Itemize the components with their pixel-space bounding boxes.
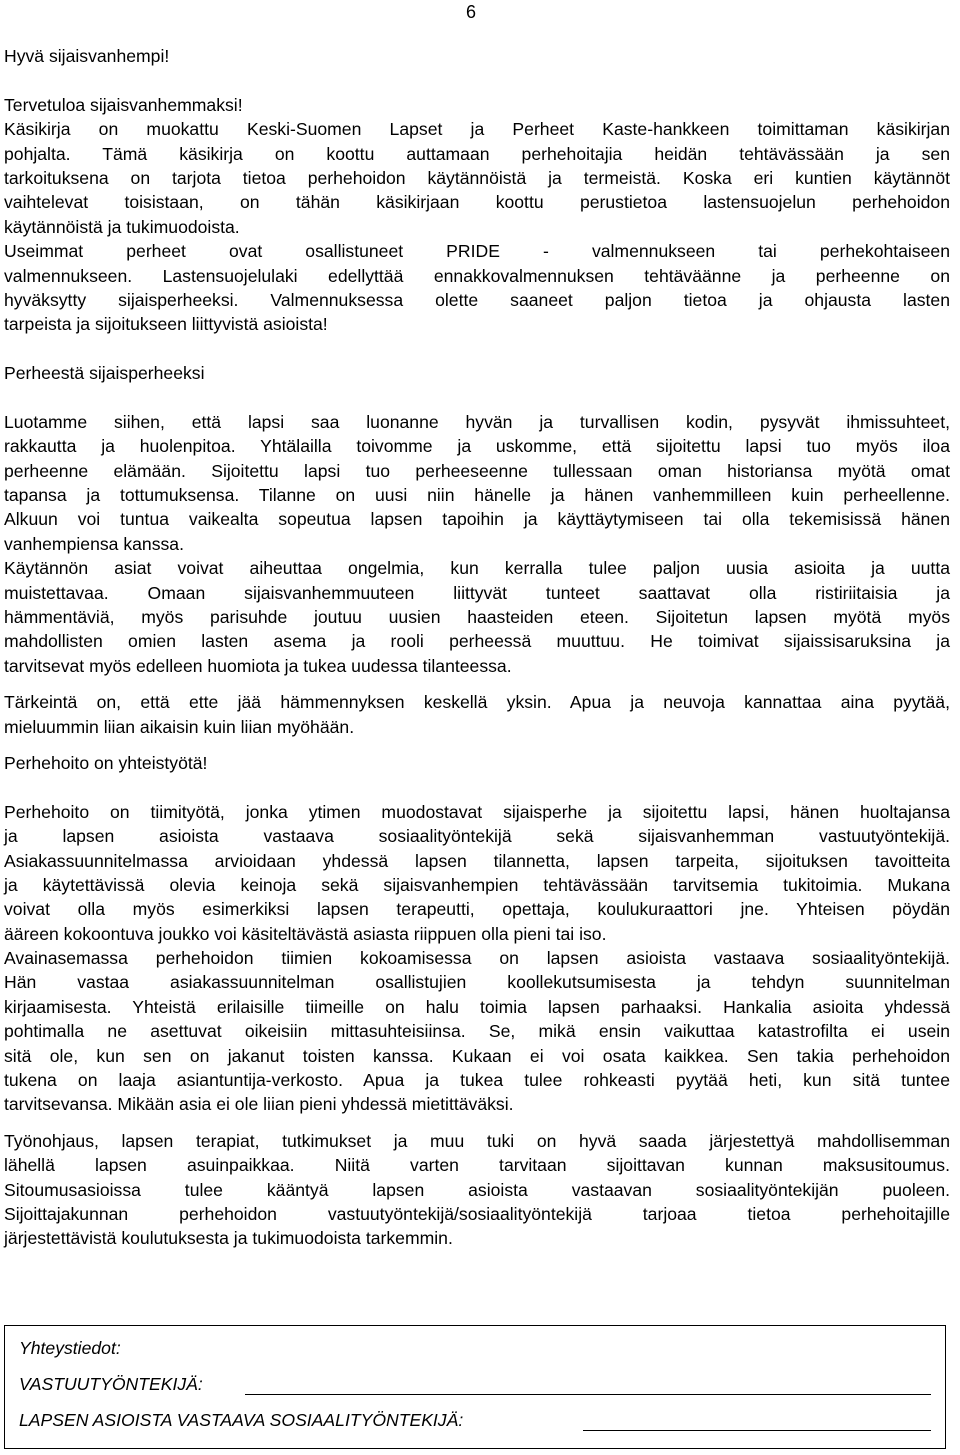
section-heading-cooperation: Perhehoito on yhteistyötä! <box>4 752 208 773</box>
paragraph-line: Sijoittajakunnan perhehoidon vastuutyöntekijä/sosiaalityöntekijä tarjoaa tietoa perhehoitajille <box>4 1203 950 1224</box>
paragraph-line: sitä ole, kun sen on jakanut toisten kanssa. Kukaan ei voi osata kaikkea. Sen takia perhehoidon <box>4 1045 950 1066</box>
paragraph-line: ja käytettävissä olevia keinoja sekä sijaisvanhempien tehtävässään tarvitsemia tukitoimia. Mukana <box>4 874 950 895</box>
social-worker-label: LAPSEN ASIOISTA VASTAAVA SOSIAALITYÖNTEKIJÄ: <box>19 1410 464 1430</box>
intro-line: Useimmat perheet ovat osallistuneet PRIDE - valmennukseen tai perhekohtaiseen <box>4 241 950 262</box>
paragraph-line: Sitoumusasioissa tulee kääntyä lapsen asioista vastaavan sosiaalityöntekijän puoleen. <box>4 1179 950 1200</box>
intro-line: tarkoituksena on tarjota tietoa perhehoidon käytännöistä ja termeistä. Koska eri kuntien käytännöt <box>4 167 950 188</box>
paragraph-line: Tärkeintä on, että ette jää hämmennyksen keskellä yksin. Apua ja neuvoja kannattaa aina pyytää, <box>4 692 950 713</box>
paragraph-line: voivat olla myös esimerkiksi lapsen terapeutti, opettaja, koulukuraattori jne. Yhteisen pöydän <box>4 899 950 920</box>
paragraph-line: tapansa ja tottumuksensa. Tilanne on uusi niin hänelle ja hänen vanhemmilleen kuin perheellenne. <box>4 485 950 506</box>
paragraph-line: Luotamme siihen, että lapsi saa luonanne hyvän ja turvallisen kodin, pysyvät ihmissuhteet, <box>4 411 950 432</box>
paragraph-line: hämmentäviä, myös parisuhde joutuu uusien haasteiden eteen. Sijoitetun lapsen myötä myös <box>4 606 950 627</box>
contact-title: Yhteystiedot: <box>19 1338 121 1358</box>
paragraph-line: järjestettävistä koulutuksesta ja tukimuodoista tarkemmin. <box>4 1228 453 1249</box>
contact-info-box <box>4 1325 946 1449</box>
intro-line: tarpeista ja sijoitukseen liittyvistä asioista! <box>4 314 328 335</box>
intro-line: valmennukseen. Lastensuojelulaki edellyttää ennakkovalmennuksen tehtäväänne ja perheenne on <box>4 265 950 286</box>
paragraph-line: mieluummin liian aikaisin kuin liian myöhään. <box>4 716 355 737</box>
paragraph-line: tarvitsevansa. Mikään asia ei ole liian pieni yhdessä mietittäväksi. <box>4 1094 514 1115</box>
intro-line: vaihtelevat toisistaan, on tähän käsikirjaan koottu perustietoa lastensuojelun perhehoidon <box>4 192 950 213</box>
paragraph-line: Asiakassuunnitelmassa arvioidaan yhdessä lapsen tilannetta, lapsen tarpeita, sijoituksen tavoitteita <box>4 850 950 871</box>
page-number: 6 <box>466 2 477 22</box>
intro-line: Käsikirja on muokattu Keski-Suomen Lapset ja Perheet Kaste-hankkeen toimittaman käsikirjan <box>4 119 950 140</box>
paragraph-line: ääreen kokoontuva joukko voi käsiteltävästä asiasta riippuen olla pieni tai iso. <box>4 923 607 944</box>
responsible-worker-fill-line[interactable] <box>245 1394 931 1395</box>
closing-paragraph <box>4 690 950 739</box>
support-paragraph <box>4 1129 950 1251</box>
paragraph-line: tukena on laaja asiantuntija-verkosto. Apua ja tukea tulee rohkeasti pyytää heti, kun sitä tuntee <box>4 1070 950 1091</box>
intro-paragraph <box>4 117 950 337</box>
paragraph-line: Käytännön asiat voivat aiheuttaa ongelmia, kun kerralla tulee paljon uusia asioita ja uutta <box>4 558 950 579</box>
intro-line: hyväksytty sijaisperheeksi. Valmennuksessa olette saaneet paljon tietoa ja ohjausta lasten <box>4 289 950 310</box>
paragraph-line: Avainasemassa perhehoidon tiimien kokoamisessa on lapsen asioista vastaava sosiaalityöntekijä. <box>4 948 950 969</box>
paragraph-line: Työnohjaus, lapsen terapiat, tutkimukset ja muu tuki on hyvä saada järjestettyä mahdollisemman <box>4 1130 950 1151</box>
paragraph-line: vanhempiensa kanssa. <box>4 533 184 554</box>
social-worker-fill-line[interactable] <box>583 1430 931 1431</box>
welcome-heading: Tervetuloa sijaisvanhemmaksi! <box>4 94 243 115</box>
paragraph-line: Hän vastaa asiakassuunnitelman osallistujien koollekutsumisesta ja tehdyn suunnitelman <box>4 972 950 993</box>
intro-line: pohjalta. Tämä käsikirja on koottu auttamaan perhehoitajia heidän tehtävässään ja sen <box>4 143 950 164</box>
paragraph-line: mahdollisten omien lasten asema ja rooli perheessä muuttuu. He toimivat sijaissisaruksina ja <box>4 631 950 652</box>
paragraph-line: ja lapsen asioista vastaava sosiaalityöntekijä sekä sijaisvanhemman vastuutyöntekijä. <box>4 826 950 847</box>
paragraph-line: perheenne elämään. Sijoitettu lapsi tuo perheeseenne tullessaan oman historiansa myötä omat <box>4 460 950 481</box>
foster-family-paragraph <box>4 410 950 678</box>
document-body <box>4 44 950 1251</box>
paragraph-line: Alkuun voi tuntua vaikealta sopeutua lapsen tapoihin ja käyttäytymiseen tai olla tekemisissä hänen <box>4 509 950 530</box>
paragraph-line: lähellä lapsen asuinpaikkaa. Niitä varten tarvitaan sijoittavan kunnan maksusitoumus. <box>4 1155 950 1176</box>
paragraph-line: rakkautta ja huolenpitoa. Yhtälailla toivomme ja uskomme, että sijoitettu lapsi tuo myös iloa <box>4 436 950 457</box>
paragraph-line: tarvitsevat myös edelleen huomiota ja tukea uudessa tilanteessa. <box>4 655 512 676</box>
greeting: Hyvä sijaisvanhempi! <box>4 46 170 66</box>
intro-line: käytännöistä ja tukimuodoista. <box>4 216 240 237</box>
responsible-worker-label: VASTUUTYÖNTEKIJÄ: <box>19 1374 203 1394</box>
paragraph-line: pohtimalla ne asettuvat oikeisiin mittasuhteisiinsa. Se, mikä ensin vaikuttaa katastrofilta ei usein <box>4 1021 950 1042</box>
paragraph-line: muistettavaa. Omaan sijaisvanhemmuuteen liittyvät tunteet saattavat olla ristiriitaisia ja <box>4 582 950 603</box>
paragraph-line: Perhehoito on tiimityötä, jonka ytimen muodostavat sijaisperhe ja sijoitettu lapsi, hänen huoltajansa <box>4 801 950 822</box>
section-heading-foster-family: Perheestä sijaisperheeksi <box>4 363 205 384</box>
paragraph-line: kirjaamisesta. Yhteistä erilaisille tiimeille on halu toimia lapsen parhaaksi. Hankalia asioita yhdessä <box>4 996 950 1017</box>
cooperation-paragraph <box>4 800 950 1117</box>
